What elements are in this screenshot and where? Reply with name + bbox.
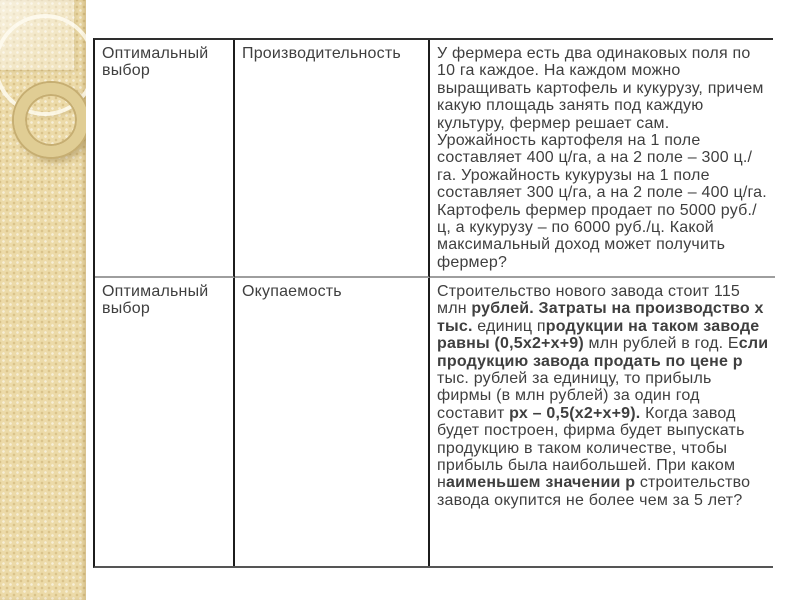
row2-problem-cell: Строительство нового завода стоит 115 млн рублей. Затраты на производство х тыс. единиц продукции на таком заводе равны (0,5х2+х+9) млн рублей в год. Если продукцию завода продать по цене р тыс. рублей за единицу, то прибыль фирмы (в млн рублей) за один год составит рх – 0,5(х2+х+9). Когда завод будет построен, фирма будет выпускать продукцию в таком количестве, чтобы прибыль была наибольшей. При каком наименьшем значении р строительство завода окупится не более чем за 5 лет?	[437, 283, 769, 509]
thick-ring-ornament	[14, 83, 86, 157]
row1-topic-cell: Производительность	[235, 40, 430, 278]
row2-topic-cell: Окупаемость	[235, 278, 430, 566]
row1-problem-cell: У фермера есть два одинаковых поля по 10 га каждое. На каждом можно выращивать картофель и кукурузу, причем какую площадь занять под каждую культуру, фермер решает сам. Урожайность картофеля на 1 поле составляет 400 ц/га, а на 2 поле – 300 ц./га. Урожайность кукурузы на 1 поле составляет 300 ц/га, а на 2 поле – 400 ц/га. Картофель фермер продает по 5000 руб./ц, а кукурузу – по 6000 руб./ц. Какой максимальный доход может получить фермер?	[430, 40, 775, 278]
sidebar-decoration	[0, 0, 86, 600]
tasks-table	[93, 38, 773, 568]
row2-category-cell: Оптимальный выбор	[95, 278, 235, 566]
row1-category-cell: Оптимальный выбор	[95, 40, 235, 278]
